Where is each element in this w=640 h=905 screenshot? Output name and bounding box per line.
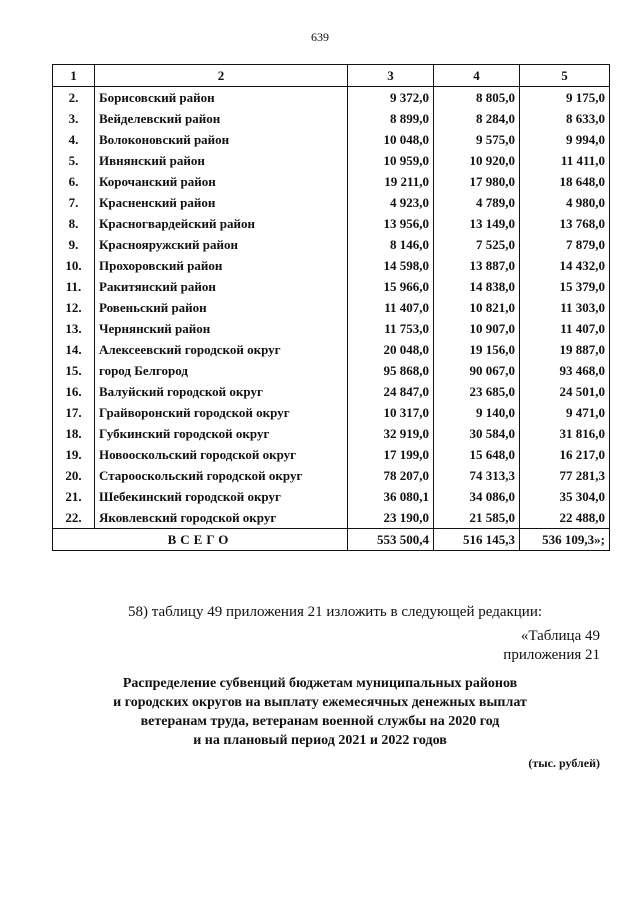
row-value-2022: 77 281,3 bbox=[520, 465, 610, 486]
row-name: Ракитянский район bbox=[95, 276, 348, 297]
row-value-2020: 95 868,0 bbox=[348, 360, 434, 381]
row-number: 5. bbox=[53, 150, 95, 171]
total-row bbox=[53, 529, 610, 551]
table-ref-line-2: приложения 21 bbox=[503, 647, 600, 663]
row-number: 21. bbox=[53, 486, 95, 507]
row-value-2020: 14 598,0 bbox=[348, 255, 434, 276]
row-value-2021: 10 907,0 bbox=[434, 318, 520, 339]
table-row bbox=[53, 276, 610, 297]
table-row bbox=[53, 507, 610, 529]
row-value-2021: 10 821,0 bbox=[434, 297, 520, 318]
row-value-2021: 15 648,0 bbox=[434, 444, 520, 465]
amendment-instruction: 58) таблицу 49 приложения 21 изложить в следующей редакции: bbox=[128, 604, 543, 620]
title-line-4: и на плановый период 2021 и 2022 годов bbox=[193, 733, 447, 748]
row-name: Чернянский район bbox=[95, 318, 348, 339]
row-number: 18. bbox=[53, 423, 95, 444]
row-name: Волоконовский район bbox=[95, 129, 348, 150]
table-header-row bbox=[53, 65, 610, 87]
row-number: 16. bbox=[53, 381, 95, 402]
row-value-2021: 4 789,0 bbox=[434, 192, 520, 213]
row-number: 7. bbox=[53, 192, 95, 213]
row-value-2022: 11 411,0 bbox=[520, 150, 610, 171]
row-value-2020: 4 923,0 bbox=[348, 192, 434, 213]
row-value-2021: 8 805,0 bbox=[434, 87, 520, 109]
table-reference bbox=[503, 627, 600, 665]
table-row bbox=[53, 255, 610, 276]
row-value-2020: 19 211,0 bbox=[348, 171, 434, 192]
row-number: 8. bbox=[53, 213, 95, 234]
row-value-2020: 17 199,0 bbox=[348, 444, 434, 465]
row-name: Вейделевский район bbox=[95, 108, 348, 129]
header-col-4: 4 bbox=[434, 65, 520, 87]
row-value-2020: 32 919,0 bbox=[348, 423, 434, 444]
table-row bbox=[53, 360, 610, 381]
row-value-2021: 21 585,0 bbox=[434, 507, 520, 529]
row-value-2022: 18 648,0 bbox=[520, 171, 610, 192]
title-line-1: Распределение субвенций бюджетам муниципальных районов bbox=[122, 676, 518, 691]
total-label: ВСЕГО bbox=[53, 529, 348, 551]
table-row bbox=[53, 423, 610, 444]
row-name: Прохоровский район bbox=[95, 255, 348, 276]
row-value-2022: 11 407,0 bbox=[520, 318, 610, 339]
row-value-2020: 10 317,0 bbox=[348, 402, 434, 423]
row-name: Валуйский городской округ bbox=[95, 381, 348, 402]
table-row bbox=[53, 150, 610, 171]
row-value-2021: 9 575,0 bbox=[434, 129, 520, 150]
row-number: 14. bbox=[53, 339, 95, 360]
page-number: 639 bbox=[311, 30, 329, 44]
row-value-2021: 8 284,0 bbox=[434, 108, 520, 129]
header-col-3: 3 bbox=[348, 65, 434, 87]
row-number: 6. bbox=[53, 171, 95, 192]
row-value-2021: 19 156,0 bbox=[434, 339, 520, 360]
row-value-2020: 36 080,1 bbox=[348, 486, 434, 507]
row-value-2020: 10 048,0 bbox=[348, 129, 434, 150]
row-value-2022: 8 633,0 bbox=[520, 108, 610, 129]
row-number: 19. bbox=[53, 444, 95, 465]
row-value-2020: 24 847,0 bbox=[348, 381, 434, 402]
table-row bbox=[53, 192, 610, 213]
row-number: 4. bbox=[53, 129, 95, 150]
table-row bbox=[53, 297, 610, 318]
row-name: город Белгород bbox=[95, 360, 348, 381]
row-value-2020: 11 753,0 bbox=[348, 318, 434, 339]
table-row bbox=[53, 87, 610, 109]
row-value-2020: 10 959,0 bbox=[348, 150, 434, 171]
row-name: Губкинский городской округ bbox=[95, 423, 348, 444]
row-number: 2. bbox=[53, 87, 95, 109]
row-value-2021: 7 525,0 bbox=[434, 234, 520, 255]
table-row bbox=[53, 444, 610, 465]
row-value-2020: 13 956,0 bbox=[348, 213, 434, 234]
row-name: Старооскольский городской округ bbox=[95, 465, 348, 486]
row-name: Корочанский район bbox=[95, 171, 348, 192]
row-number: 22. bbox=[53, 507, 95, 529]
row-value-2020: 78 207,0 bbox=[348, 465, 434, 486]
header-col-5: 5 bbox=[520, 65, 610, 87]
table-row bbox=[53, 465, 610, 486]
row-name: Красногвардейский район bbox=[95, 213, 348, 234]
row-value-2022: 9 994,0 bbox=[520, 129, 610, 150]
row-number: 12. bbox=[53, 297, 95, 318]
row-value-2022: 35 304,0 bbox=[520, 486, 610, 507]
table-row bbox=[53, 234, 610, 255]
row-value-2022: 13 768,0 bbox=[520, 213, 610, 234]
row-name: Новооскольский городской округ bbox=[95, 444, 348, 465]
row-number: 3. bbox=[53, 108, 95, 129]
row-name: Красненский район bbox=[95, 192, 348, 213]
distribution-title bbox=[0, 674, 640, 750]
table-row bbox=[53, 108, 610, 129]
row-value-2021: 13 887,0 bbox=[434, 255, 520, 276]
row-name: Ивнянский район bbox=[95, 150, 348, 171]
header-col-1: 1 bbox=[53, 65, 95, 87]
row-number: 13. bbox=[53, 318, 95, 339]
total-2022: 536 109,3»; bbox=[520, 529, 610, 551]
title-line-3: ветеранам труда, ветеранам военной службы на 2020 год bbox=[140, 714, 500, 729]
row-number: 9. bbox=[53, 234, 95, 255]
row-value-2022: 19 887,0 bbox=[520, 339, 610, 360]
row-value-2020: 15 966,0 bbox=[348, 276, 434, 297]
row-number: 20. bbox=[53, 465, 95, 486]
table-ref-line-1: «Таблица 49 bbox=[520, 628, 600, 644]
table-row bbox=[53, 318, 610, 339]
row-value-2022: 93 468,0 bbox=[520, 360, 610, 381]
row-name: Шебекинский городской округ bbox=[95, 486, 348, 507]
row-number: 15. bbox=[53, 360, 95, 381]
row-number: 17. bbox=[53, 402, 95, 423]
row-number: 11. bbox=[53, 276, 95, 297]
table-row bbox=[53, 486, 610, 507]
table-row bbox=[53, 129, 610, 150]
row-value-2022: 24 501,0 bbox=[520, 381, 610, 402]
row-value-2022: 11 303,0 bbox=[520, 297, 610, 318]
row-name: Яковлевский городской округ bbox=[95, 507, 348, 529]
row-value-2020: 11 407,0 bbox=[348, 297, 434, 318]
row-value-2022: 9 471,0 bbox=[520, 402, 610, 423]
row-value-2022: 7 879,0 bbox=[520, 234, 610, 255]
row-value-2020: 8 899,0 bbox=[348, 108, 434, 129]
table-body bbox=[53, 87, 610, 529]
subvention-table bbox=[52, 64, 610, 551]
row-value-2022: 15 379,0 bbox=[520, 276, 610, 297]
row-value-2022: 9 175,0 bbox=[520, 87, 610, 109]
row-value-2021: 10 920,0 bbox=[434, 150, 520, 171]
row-value-2021: 90 067,0 bbox=[434, 360, 520, 381]
row-name: Краснояружский район bbox=[95, 234, 348, 255]
total-2020: 553 500,4 bbox=[348, 529, 434, 551]
row-value-2020: 8 146,0 bbox=[348, 234, 434, 255]
row-value-2022: 22 488,0 bbox=[520, 507, 610, 529]
table-row bbox=[53, 171, 610, 192]
row-value-2021: 17 980,0 bbox=[434, 171, 520, 192]
total-2021: 516 145,3 bbox=[434, 529, 520, 551]
row-value-2020: 23 190,0 bbox=[348, 507, 434, 529]
row-name: Борисовский район bbox=[95, 87, 348, 109]
row-value-2020: 9 372,0 bbox=[348, 87, 434, 109]
table-row bbox=[53, 381, 610, 402]
table-row bbox=[53, 213, 610, 234]
row-number: 10. bbox=[53, 255, 95, 276]
row-value-2021: 74 313,3 bbox=[434, 465, 520, 486]
row-name: Грайворонский городской округ bbox=[95, 402, 348, 423]
row-value-2022: 14 432,0 bbox=[520, 255, 610, 276]
units-label: (тыс. рублей) bbox=[528, 756, 600, 770]
table-row bbox=[53, 339, 610, 360]
row-value-2021: 34 086,0 bbox=[434, 486, 520, 507]
row-value-2022: 4 980,0 bbox=[520, 192, 610, 213]
row-value-2020: 20 048,0 bbox=[348, 339, 434, 360]
row-name: Алексеевский городской округ bbox=[95, 339, 348, 360]
header-col-2: 2 bbox=[95, 65, 348, 87]
title-line-2: и городских округов на выплату ежемесячных денежных выплат bbox=[113, 695, 527, 710]
row-name: Ровеньский район bbox=[95, 297, 348, 318]
table-row bbox=[53, 402, 610, 423]
row-value-2021: 9 140,0 bbox=[434, 402, 520, 423]
row-value-2022: 31 816,0 bbox=[520, 423, 610, 444]
row-value-2021: 23 685,0 bbox=[434, 381, 520, 402]
row-value-2021: 13 149,0 bbox=[434, 213, 520, 234]
row-value-2021: 30 584,0 bbox=[434, 423, 520, 444]
row-value-2021: 14 838,0 bbox=[434, 276, 520, 297]
row-value-2022: 16 217,0 bbox=[520, 444, 610, 465]
